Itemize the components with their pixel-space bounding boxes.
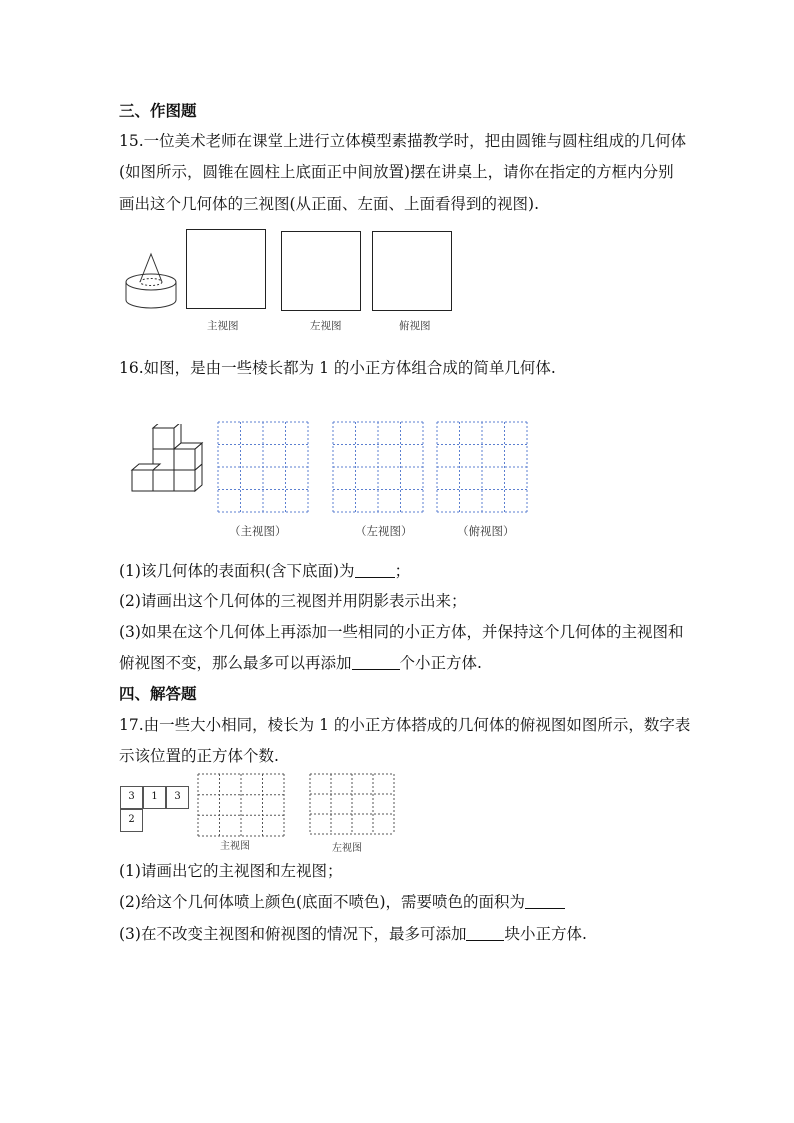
top-view-cell: 2 bbox=[120, 809, 143, 832]
q15-text-line-3: 画出这个几何体的三视图(从正面、左面、上面看得到的视图). bbox=[119, 195, 540, 213]
q15-text-line-1: 15.一位美术老师在课堂上进行立体模型素描教学时，把由圆锥与圆柱组成的几何体 bbox=[119, 132, 687, 150]
q17-sub-1: (1)请画出它的主视图和左视图； bbox=[119, 862, 343, 880]
q16-sub-3-line-2: 俯视图不变，那么最多可以再添加 个小正方体. bbox=[119, 654, 482, 672]
q16-text-line-1: 16.如图，是由一些棱长都为 1 的小正方体组合成的简单几何体. bbox=[119, 359, 556, 377]
answer-blank[interactable] bbox=[352, 655, 400, 670]
grid-side-view[interactable] bbox=[332, 421, 424, 513]
q17-text-line-2: 示该位置的正方体个数. bbox=[119, 747, 279, 765]
q16-sub-3-line-1: (3)如果在这个几何体上再添加一些相同的小正方体，并保持这个几何体的主视图和 bbox=[119, 623, 684, 641]
caption-front-view: 主视图 bbox=[207, 320, 239, 332]
answer-blank[interactable] bbox=[355, 563, 395, 578]
caption-front-view: （主视图） bbox=[229, 524, 287, 538]
q17-sub-3: (3)在不改变主视图和俯视图的情况下，最多可添加 块小正方体. bbox=[119, 925, 587, 943]
q16-sub-1: (1)该几何体的表面积(含下底面)为 ； bbox=[119, 562, 411, 580]
front-view-box[interactable] bbox=[186, 229, 266, 309]
cube-stack-figure bbox=[130, 424, 206, 496]
grid-front-view[interactable] bbox=[217, 421, 309, 513]
caption-side-view: 左视图 bbox=[332, 843, 362, 854]
top-view-cell: 3 bbox=[166, 786, 189, 809]
caption-top-view: 俯视图 bbox=[399, 320, 431, 332]
q15-text-line-2: (如图所示，圆锥在圆柱上底面正中间放置)摆在讲桌上，请你在指定的方框内分别 bbox=[119, 163, 674, 181]
grid-top-view[interactable] bbox=[436, 421, 528, 513]
top-view-cell: 1 bbox=[143, 786, 166, 809]
q17-text-line-1: 17.由一些大小相同，棱长为 1 的小正方体搭成的几何体的俯视图如图所示，数字表 bbox=[119, 716, 691, 734]
grid-side-view[interactable] bbox=[309, 773, 395, 835]
caption-side-view: 左视图 bbox=[310, 320, 342, 332]
side-view-box[interactable] bbox=[281, 231, 361, 311]
answer-blank[interactable] bbox=[466, 926, 504, 941]
section-heading-4: 四、解答题 bbox=[119, 684, 197, 703]
q17-sub-2: (2)给这个几何体喷上颜色(底面不喷色)，需要喷色的面积为 bbox=[119, 892, 565, 912]
section-heading-3: 三、作图题 bbox=[119, 101, 197, 120]
cone-cylinder-figure bbox=[120, 234, 182, 312]
caption-top-view: （俯视图） bbox=[457, 524, 515, 538]
top-view-box[interactable] bbox=[372, 231, 452, 311]
caption-side-view: （左视图） bbox=[355, 524, 413, 538]
answer-blank[interactable] bbox=[525, 894, 565, 909]
grid-front-view[interactable] bbox=[197, 773, 285, 837]
top-view-cell: 3 bbox=[120, 786, 143, 809]
q16-sub-2: (2)请画出这个几何体的三视图并用阴影表示出来； bbox=[119, 592, 467, 610]
caption-front-view: 主视图 bbox=[220, 841, 250, 852]
